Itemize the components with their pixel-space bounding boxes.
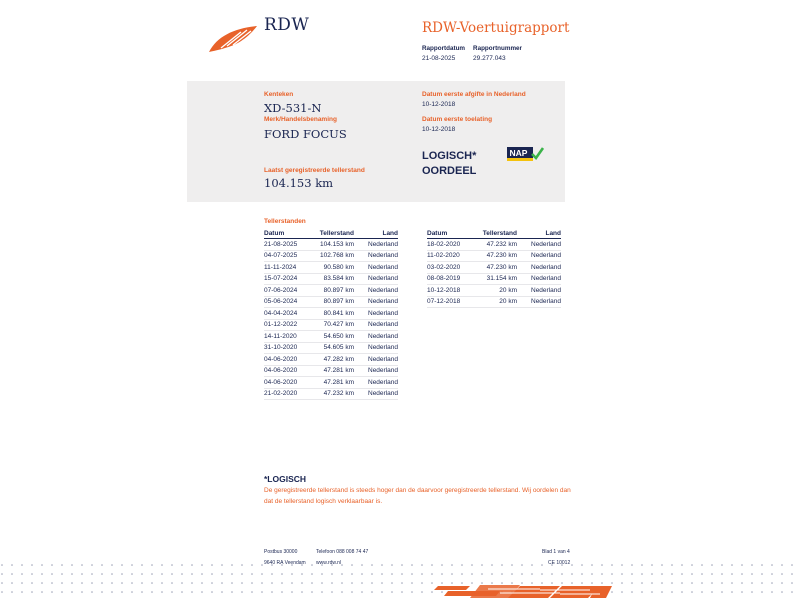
row-date: 10-12-2018 <box>427 285 477 297</box>
table-row <box>427 239 561 251</box>
row-date: 04-06-2020 <box>264 365 314 377</box>
row-country: Nederland <box>354 308 398 320</box>
row-country: Nederland <box>354 250 398 262</box>
table-row <box>427 296 561 308</box>
row-country: Nederland <box>354 354 398 366</box>
row-reading: 80.841 km <box>314 308 354 320</box>
row-country: Nederland <box>517 262 561 274</box>
col-country-header: Land <box>354 229 398 239</box>
row-country: Nederland <box>354 262 398 274</box>
row-reading: 47.230 km <box>477 262 517 274</box>
table-row <box>264 377 398 389</box>
row-reading: 104.153 km <box>314 239 354 251</box>
make-value: FORD FOCUS <box>264 127 347 141</box>
odometer-table-left <box>264 229 398 400</box>
row-country: Nederland <box>354 273 398 285</box>
odo-label: Laatst geregistreerde tellerstand <box>264 167 365 174</box>
row-date: 14-11-2020 <box>264 331 314 343</box>
row-country: Nederland <box>517 250 561 262</box>
row-date: 05-06-2024 <box>264 296 314 308</box>
table-row <box>264 273 398 285</box>
footnote-title: *LOGISCH <box>264 474 307 484</box>
vehicle-panel <box>187 81 565 202</box>
row-reading: 47.281 km <box>314 365 354 377</box>
row-date: 04-04-2024 <box>264 308 314 320</box>
table-row <box>427 250 561 262</box>
report-date-label: Rapportdatum <box>422 45 466 52</box>
table-row <box>264 250 398 262</box>
table-row <box>264 365 398 377</box>
row-date: 03-02-2020 <box>427 262 477 274</box>
plate-label: Kenteken <box>264 91 294 98</box>
row-reading: 31.154 km <box>477 273 517 285</box>
row-reading: 90.580 km <box>314 262 354 274</box>
row-date: 31-10-2020 <box>264 342 314 354</box>
footnote-text: De geregistreerde tellerstand is steeds hoger dan de daarvoor geregistreerde tellerstand. Wij oordelen dan dat de tellerstand logisch verklaarbaar is. <box>264 487 571 505</box>
row-date: 01-12-2022 <box>264 319 314 331</box>
report-title: RDW-Voertuigrapport <box>422 20 570 36</box>
first-admission-value: 10-12-2018 <box>422 126 456 133</box>
make-label: Merk/Handelsbenaming <box>264 116 337 123</box>
row-date: 04-06-2020 <box>264 354 314 366</box>
report-date-value: 21-08-2025 <box>422 55 456 62</box>
footer-postbus: Postbus 30000 <box>264 549 298 555</box>
row-date: 21-08-2025 <box>264 239 314 251</box>
row-date: 04-06-2020 <box>264 377 314 389</box>
row-country: Nederland <box>517 273 561 285</box>
row-country: Nederland <box>354 285 398 297</box>
row-date: 18-02-2020 <box>427 239 477 251</box>
row-reading: 54.650 km <box>314 331 354 343</box>
row-date: 07-06-2024 <box>264 285 314 297</box>
first-nl-value: 10-12-2018 <box>422 101 456 108</box>
col-date-header: Datum <box>264 229 314 239</box>
table-row <box>427 262 561 274</box>
row-date: 08-08-2019 <box>427 273 477 285</box>
table-header-row <box>427 229 561 239</box>
odo-value: 104.153 km <box>264 176 334 190</box>
row-country: Nederland <box>354 388 398 400</box>
row-reading: 54.605 km <box>314 342 354 354</box>
table-row <box>264 319 398 331</box>
report-meta <box>422 45 522 62</box>
row-date: 11-02-2020 <box>427 250 477 262</box>
table-row <box>427 285 561 297</box>
rdw-logo-icon <box>207 24 259 54</box>
table-header-row <box>264 229 398 239</box>
row-country: Nederland <box>354 342 398 354</box>
table-row <box>427 273 561 285</box>
row-country: Nederland <box>517 285 561 297</box>
verdict-line-1: LOGISCH* <box>422 150 477 162</box>
table-row <box>264 239 398 251</box>
footer-telefoon: Telefoon 088 008 74 47 <box>316 549 369 555</box>
table-row <box>264 285 398 297</box>
verdict <box>422 149 476 179</box>
first-nl-label: Datum eerste afgifte in Nederland <box>422 91 526 98</box>
verdict-line-2: OORDEEL <box>422 165 477 177</box>
row-reading: 80.897 km <box>314 296 354 308</box>
brand-name: RDW <box>264 15 310 35</box>
footer-page: Blad 1 van 4 <box>542 549 570 555</box>
row-date: 07-12-2018 <box>427 296 477 308</box>
table-row <box>264 354 398 366</box>
row-country: Nederland <box>354 239 398 251</box>
row-date: 11-11-2024 <box>264 262 314 274</box>
table-row <box>264 342 398 354</box>
table-row <box>264 388 398 400</box>
col-reading-header: Tellerstand <box>477 229 517 239</box>
nap-check-icon <box>507 147 544 162</box>
report-date <box>422 45 465 62</box>
table-row <box>264 262 398 274</box>
row-reading: 47.232 km <box>477 239 517 251</box>
row-reading: 70.427 km <box>314 319 354 331</box>
table-row <box>264 308 398 320</box>
dot-pattern-decoration <box>0 562 800 600</box>
row-reading: 102.768 km <box>314 250 354 262</box>
nap-label: NAP <box>509 148 528 158</box>
col-reading-header: Tellerstand <box>314 229 354 239</box>
row-reading: 47.281 km <box>314 377 354 389</box>
report-number-label: Rapportnummer <box>473 45 523 52</box>
row-reading: 20 km <box>477 285 517 297</box>
row-reading: 47.282 km <box>314 354 354 366</box>
col-date-header: Datum <box>427 229 477 239</box>
table-row <box>264 331 398 343</box>
plate-value: XD-531-N <box>264 101 322 115</box>
report-number-value: 29.277.043 <box>473 55 506 62</box>
row-reading: 47.230 km <box>477 250 517 262</box>
odometer-title: Tellerstanden <box>264 218 306 225</box>
row-reading: 83.584 km <box>314 273 354 285</box>
row-date: 04-07-2025 <box>264 250 314 262</box>
table-row <box>264 296 398 308</box>
row-country: Nederland <box>354 296 398 308</box>
row-country: Nederland <box>354 331 398 343</box>
row-country: Nederland <box>354 365 398 377</box>
row-date: 21-02-2020 <box>264 388 314 400</box>
row-reading: 47.232 km <box>314 388 354 400</box>
first-admission-label: Datum eerste toelating <box>422 116 493 123</box>
row-country: Nederland <box>354 319 398 331</box>
report-number <box>473 45 522 62</box>
row-country: Nederland <box>354 377 398 389</box>
row-reading: 80.897 km <box>314 285 354 297</box>
row-country: Nederland <box>517 296 561 308</box>
row-date: 15-07-2024 <box>264 273 314 285</box>
col-country-header: Land <box>517 229 561 239</box>
odometer-table-right <box>427 229 561 308</box>
row-reading: 20 km <box>477 296 517 308</box>
row-country: Nederland <box>517 239 561 251</box>
